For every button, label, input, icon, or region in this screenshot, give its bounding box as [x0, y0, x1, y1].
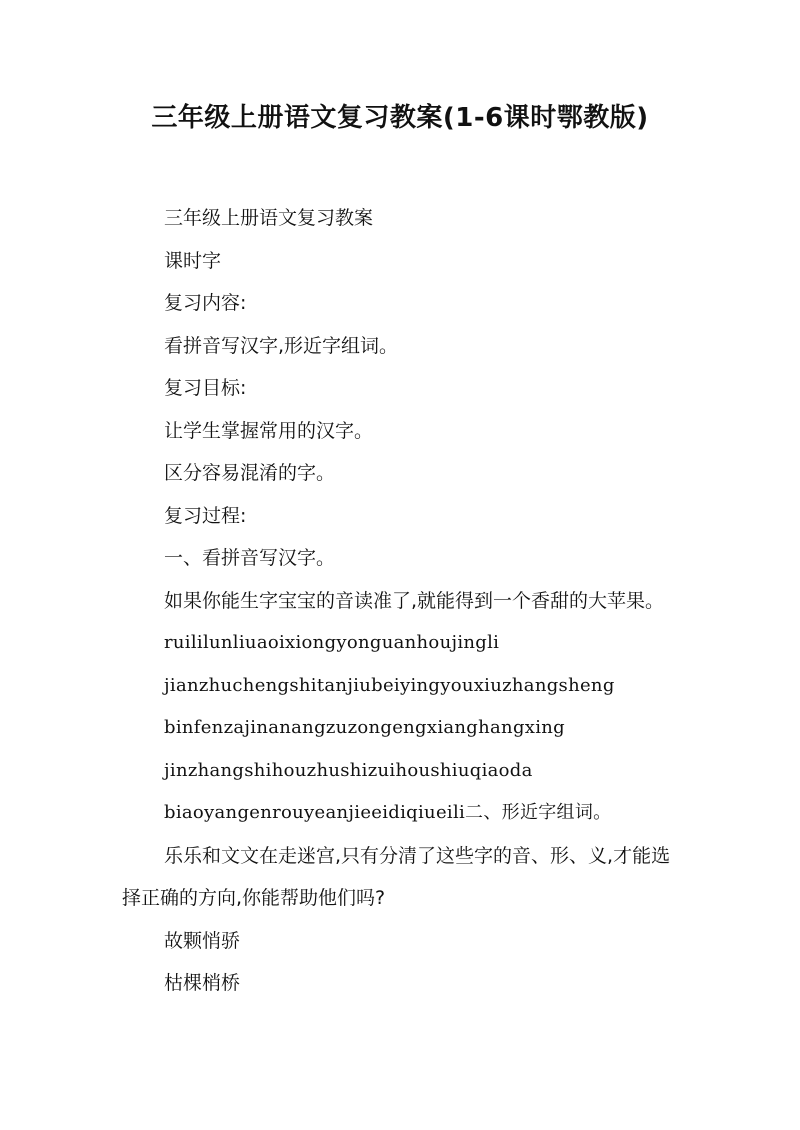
pinyin-line: ruililunliuaoixiongyonguanhoujingli	[164, 632, 500, 653]
pinyin-line: jianzhuchengshitanjiubeiyingyouxiuzhangsheng	[164, 674, 615, 696]
paragraph-section-1-intro: 如果你能生字宝宝的音读准了,就能得到一个香甜的大苹果。	[164, 589, 665, 612]
paragraph-section-2-intro: 乐乐和文文在走迷宫,只有分清了这些字的音、形、义,才能选择正确的方向,你能帮助他们吗?	[122, 844, 671, 909]
paragraph-review-process-heading: 复习过程:	[164, 504, 247, 527]
pinyin-line: binfenzajinanangzuzongengxianghangxing	[164, 717, 565, 738]
paragraph-review-goal-1: 让学生掌握常用的汉字。	[164, 419, 374, 442]
document-title: 三年级上册语文复习教案(1-6课时鄂教版)	[151, 103, 649, 133]
paragraph-lesson: 课时字	[164, 249, 222, 272]
paragraph-review-goal-heading: 复习目标:	[164, 377, 247, 399]
document-body	[122, 197, 688, 1005]
pinyin-line: jinzhangshihouzhushizuihoushiuqiaoda	[164, 759, 533, 781]
paragraph-review-content-heading: 复习内容:	[164, 292, 247, 314]
paragraph-char-group-1: 故颗悄骄	[164, 929, 241, 952]
paragraph-char-group-2: 枯棵梢桥	[164, 972, 241, 994]
paragraph-review-content: 看拼音写汉字,形近字组词。	[164, 334, 399, 357]
paragraph-review-goal-2: 区分容易混淆的字。	[164, 462, 336, 484]
paragraph-subtitle: 三年级上册语文复习教案	[164, 207, 374, 229]
pinyin-line-with-section-2-heading: biaoyangenrouyeanjieeidiqiueili二、形近字组词。	[164, 802, 612, 823]
paragraph-section-1-heading: 一、看拼音写汉字。	[164, 547, 336, 569]
